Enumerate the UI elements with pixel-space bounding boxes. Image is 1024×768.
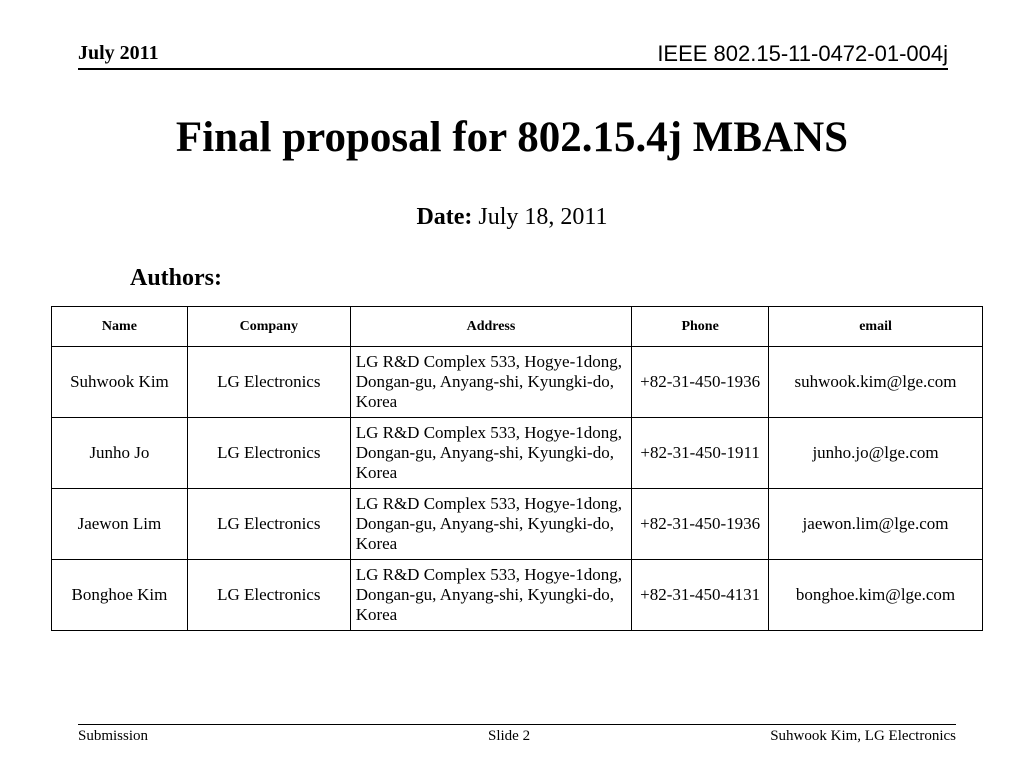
author-company: LG Electronics	[187, 489, 350, 560]
author-phone: +82-31-450-4131	[632, 560, 769, 631]
author-address: LG R&D Complex 533, Hogye-1dong, Dongan-gu, Anyang-shi, Kyungki-do, Korea	[350, 418, 632, 489]
table-row	[52, 489, 983, 560]
table-row	[52, 418, 983, 489]
author-name: Suhwook Kim	[52, 347, 188, 418]
author-company: LG Electronics	[187, 347, 350, 418]
author-company: LG Electronics	[187, 418, 350, 489]
author-address: LG R&D Complex 533, Hogye-1dong, Dongan-gu, Anyang-shi, Kyungki-do, Korea	[350, 347, 632, 418]
header-document-id: IEEE 802.15-11-0472-01-004j	[657, 41, 948, 66]
slide-title: Final proposal for 802.15.4j MBANS	[175, 114, 849, 161]
author-name: Jaewon Lim	[52, 489, 188, 560]
column-header-phone: Phone	[632, 307, 769, 347]
footer-submission: Submission	[78, 728, 149, 744]
header-date: July 2011	[78, 42, 159, 64]
table-row	[52, 560, 983, 631]
column-header-email: email	[769, 307, 983, 347]
date-label: Date:	[416, 204, 473, 230]
author-address: LG R&D Complex 533, Hogye-1dong, Dongan-gu, Anyang-shi, Kyungki-do, Korea	[350, 489, 632, 560]
header-rule	[78, 68, 948, 70]
authors-label: Authors:	[130, 265, 223, 291]
author-email: junho.jo@lge.com	[769, 418, 983, 489]
footer-author: Suhwook Kim, LG Electronics	[770, 728, 956, 744]
author-phone: +82-31-450-1936	[632, 489, 769, 560]
author-name: Bonghoe Kim	[52, 560, 188, 631]
footer-rule	[78, 724, 956, 725]
table-header-row	[52, 307, 983, 347]
table-row	[52, 347, 983, 418]
author-email: jaewon.lim@lge.com	[769, 489, 983, 560]
date-value: July 18, 2011	[478, 204, 608, 230]
author-phone: +82-31-450-1911	[632, 418, 769, 489]
author-address: LG R&D Complex 533, Hogye-1dong, Dongan-gu, Anyang-shi, Kyungki-do, Korea	[350, 560, 632, 631]
column-header-address: Address	[350, 307, 632, 347]
author-phone: +82-31-450-1936	[632, 347, 769, 418]
column-header-name: Name	[52, 307, 188, 347]
column-header-company: Company	[187, 307, 350, 347]
date-line	[0, 204, 1024, 231]
author-email: bonghoe.kim@lge.com	[769, 560, 983, 631]
footer-slide-number: Slide 2	[488, 728, 531, 744]
author-email: suhwook.kim@lge.com	[769, 347, 983, 418]
author-name: Junho Jo	[52, 418, 188, 489]
authors-table	[51, 306, 983, 631]
author-company: LG Electronics	[187, 560, 350, 631]
